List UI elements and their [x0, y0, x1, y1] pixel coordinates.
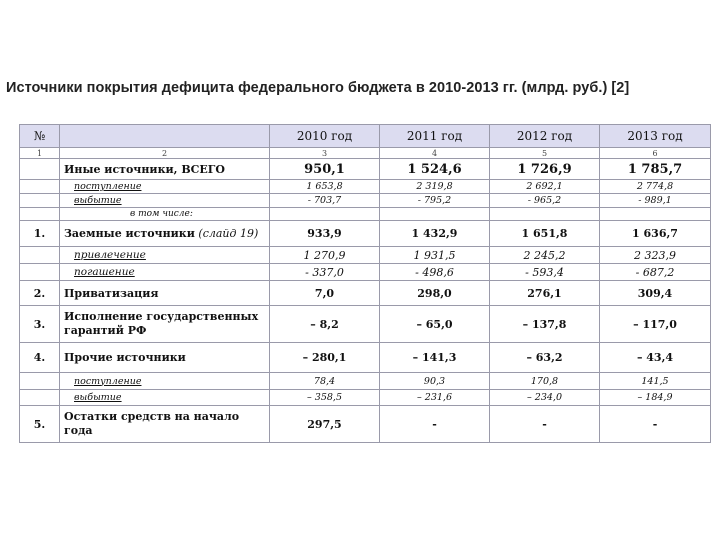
row-label: поступление [60, 180, 270, 194]
header-2013: 2013 год [600, 125, 711, 148]
cell-2010: 297,5 [270, 406, 380, 443]
cell-2013: – 117,0 [600, 306, 711, 343]
row-label-note: (слайд 19) [198, 227, 259, 240]
cell-2013: – 184,9 [600, 390, 711, 406]
row-label: выбытие [60, 390, 270, 406]
column-number: 2 [60, 148, 270, 159]
cell-2012: - 965,2 [490, 194, 600, 208]
table-row [20, 306, 711, 343]
header-2011: 2011 год [380, 125, 490, 148]
table-row [20, 208, 711, 221]
cell-2010: – 358,5 [270, 390, 380, 406]
row-label: Иные источники, ВСЕГО [60, 159, 270, 180]
row-number [20, 373, 60, 390]
cell-2012 [490, 208, 600, 221]
header-num: № [20, 125, 60, 148]
cell-2012: – 63,2 [490, 343, 600, 373]
row-number: 3. [20, 306, 60, 343]
cell-2011: – 65,0 [380, 306, 490, 343]
cell-2010: – 8,2 [270, 306, 380, 343]
row-number [20, 390, 60, 406]
cell-2010: 1 270,9 [270, 247, 380, 264]
row-number: 5. [20, 406, 60, 443]
table-row [20, 264, 711, 281]
row-label: погашение [60, 264, 270, 281]
cell-2013: 1 785,7 [600, 159, 711, 180]
row-number [20, 180, 60, 194]
header-2010: 2010 год [270, 125, 380, 148]
cell-2011: 1 524,6 [380, 159, 490, 180]
cell-2012: 276,1 [490, 281, 600, 306]
cell-2011: 1 432,9 [380, 221, 490, 247]
cell-2011: - 795,2 [380, 194, 490, 208]
cell-2011: 298,0 [380, 281, 490, 306]
column-number: 4 [380, 148, 490, 159]
table-row [20, 159, 711, 180]
cell-2012: 1 651,8 [490, 221, 600, 247]
row-label: выбытие [60, 194, 270, 208]
row-label: Прочие источники [60, 343, 270, 373]
cell-2013: - 687,2 [600, 264, 711, 281]
row-label: поступление [60, 373, 270, 390]
table-row [20, 373, 711, 390]
table-row [20, 247, 711, 264]
header-2012: 2012 год [490, 125, 600, 148]
column-number: 5 [490, 148, 600, 159]
table-row [20, 194, 711, 208]
column-numbers-row [20, 148, 711, 159]
cell-2013: 2 323,9 [600, 247, 711, 264]
cell-2011: 90,3 [380, 373, 490, 390]
cell-2010 [270, 208, 380, 221]
page-title: Источники покрытия дефицита федерального бюджета в 2010-2013 гг. (млрд. руб.) [2] [6, 80, 630, 96]
row-number: 1. [20, 221, 60, 247]
row-label: Остатки средств на начало года [60, 406, 270, 443]
column-number: 1 [20, 148, 60, 159]
cell-2010: – 280,1 [270, 343, 380, 373]
cell-2013: – 43,4 [600, 343, 711, 373]
row-number [20, 247, 60, 264]
cell-2013: 141,5 [600, 373, 711, 390]
cell-2012: - [490, 406, 600, 443]
row-number [20, 208, 60, 221]
table-row [20, 180, 711, 194]
table-row [20, 343, 711, 373]
cell-2010: 950,1 [270, 159, 380, 180]
table-row [20, 221, 711, 247]
row-label: Приватизация [60, 281, 270, 306]
cell-2012: 170,8 [490, 373, 600, 390]
cell-2011 [380, 208, 490, 221]
cell-2012: 1 726,9 [490, 159, 600, 180]
cell-2013: - [600, 406, 711, 443]
row-number [20, 194, 60, 208]
cell-2010: - 703,7 [270, 194, 380, 208]
header-label [60, 125, 270, 148]
table-header-row [20, 125, 711, 148]
table-row [20, 281, 711, 306]
cell-2010: 1 653,8 [270, 180, 380, 194]
cell-2013: 309,4 [600, 281, 711, 306]
cell-2012: – 234,0 [490, 390, 600, 406]
cell-2010: 933,9 [270, 221, 380, 247]
row-label: в том числе: [60, 208, 270, 221]
cell-2013: 2 774,8 [600, 180, 711, 194]
row-number: 4. [20, 343, 60, 373]
cell-2013 [600, 208, 711, 221]
row-number [20, 264, 60, 281]
column-number: 3 [270, 148, 380, 159]
row-label: привлечение [60, 247, 270, 264]
cell-2011: 2 319,8 [380, 180, 490, 194]
row-label-cell [60, 221, 270, 247]
cell-2010: - 337,0 [270, 264, 380, 281]
table-row [20, 406, 711, 443]
row-label: Исполнение государственных гарантий РФ [60, 306, 270, 343]
row-label: Заемные источники [64, 227, 195, 240]
cell-2012: 2 245,2 [490, 247, 600, 264]
budget-table [19, 124, 711, 443]
cell-2011: – 141,3 [380, 343, 490, 373]
cell-2011: - [380, 406, 490, 443]
cell-2010: 78,4 [270, 373, 380, 390]
row-number: 2. [20, 281, 60, 306]
cell-2011: – 231,6 [380, 390, 490, 406]
cell-2011: 1 931,5 [380, 247, 490, 264]
cell-2012: – 137,8 [490, 306, 600, 343]
cell-2011: - 498,6 [380, 264, 490, 281]
cell-2012: - 593,4 [490, 264, 600, 281]
table-row [20, 390, 711, 406]
row-number [20, 159, 60, 180]
cell-2013: 1 636,7 [600, 221, 711, 247]
cell-2012: 2 692,1 [490, 180, 600, 194]
column-number: 6 [600, 148, 711, 159]
cell-2013: - 989,1 [600, 194, 711, 208]
cell-2010: 7,0 [270, 281, 380, 306]
